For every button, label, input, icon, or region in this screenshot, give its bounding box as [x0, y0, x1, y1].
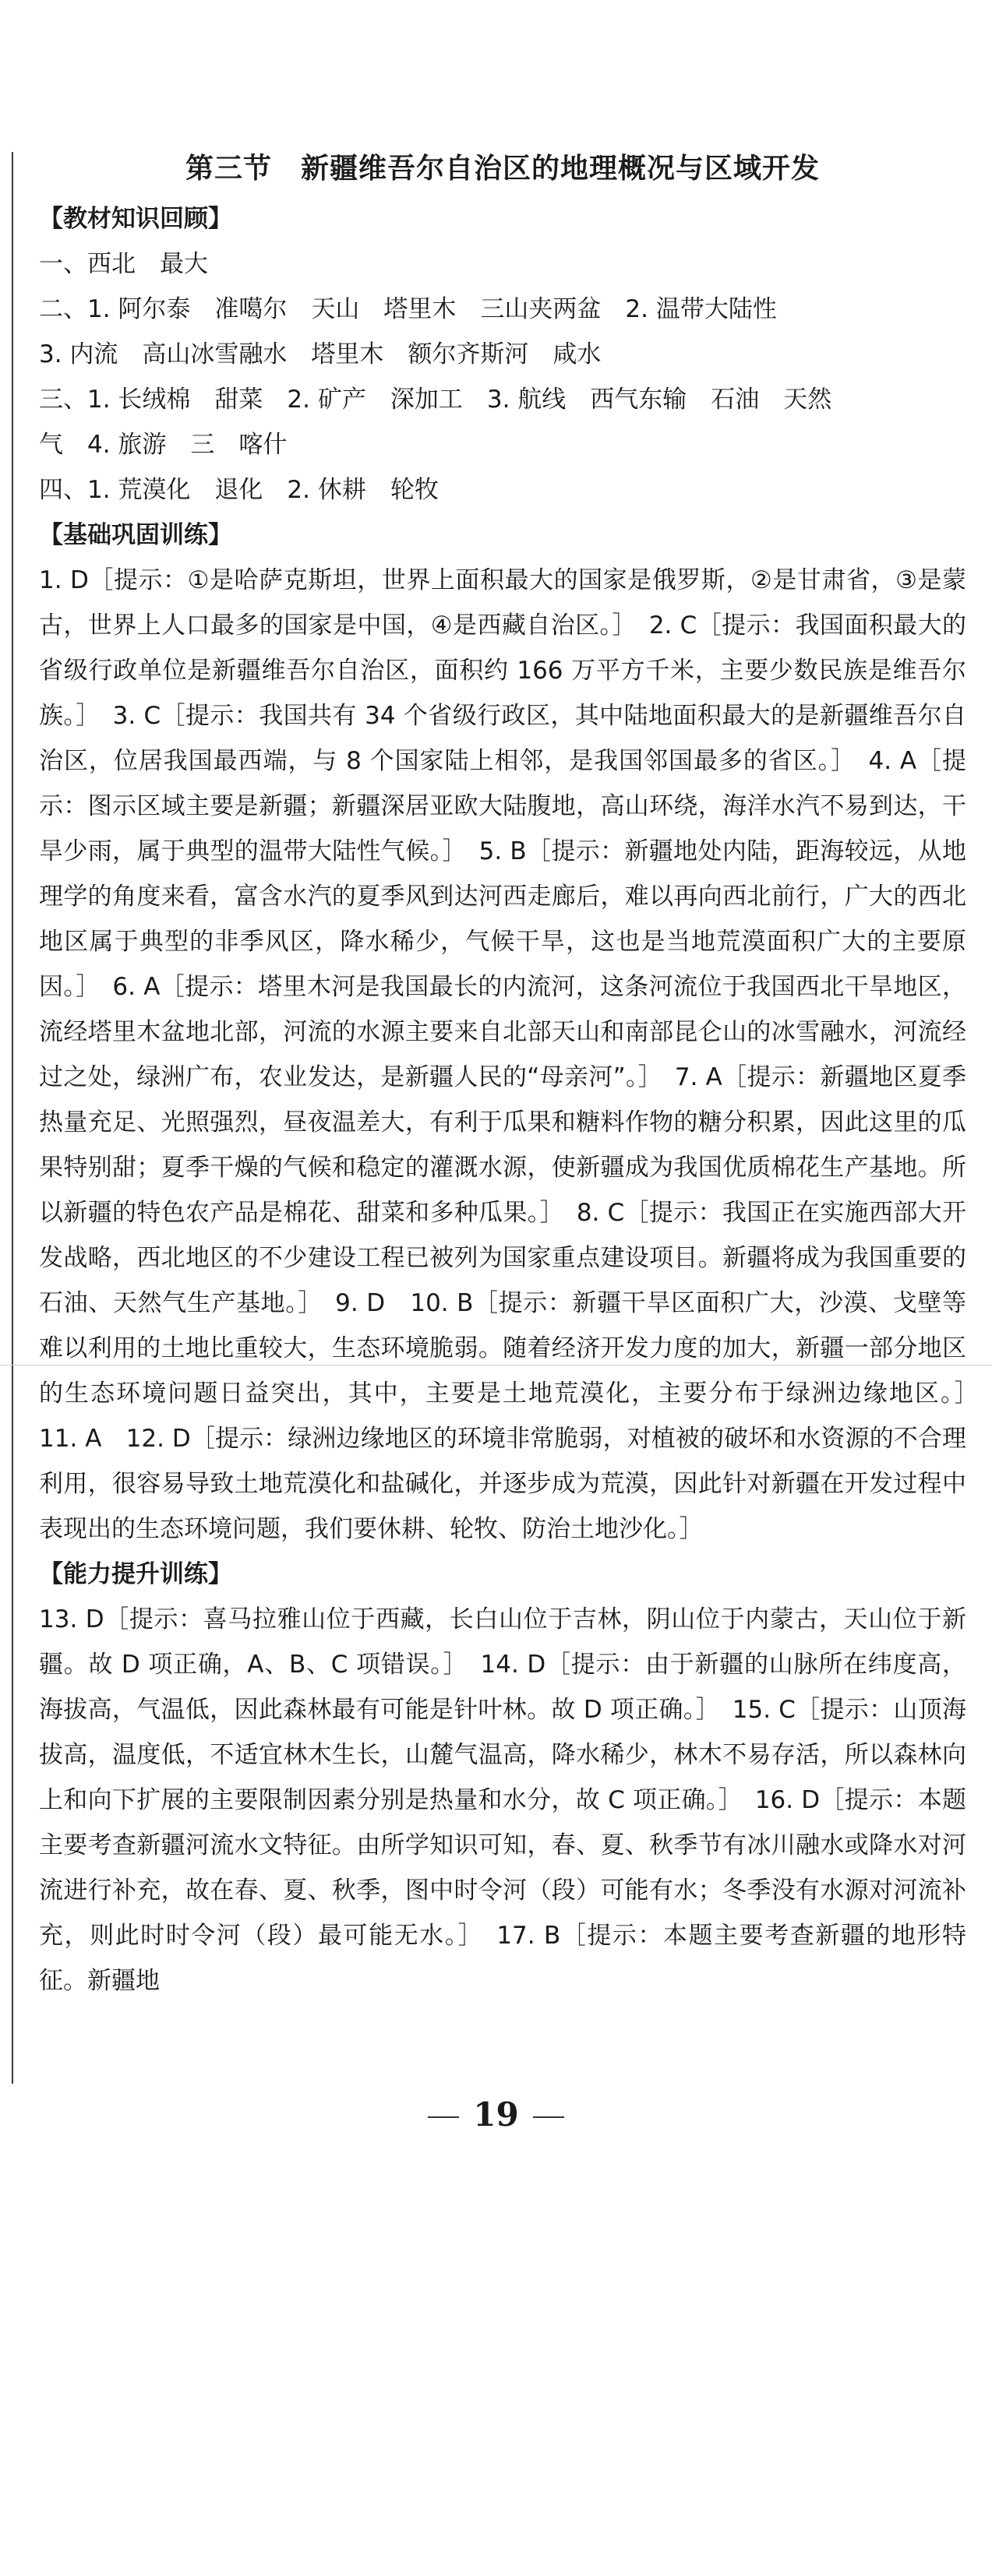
left-margin-rule [12, 152, 13, 2084]
answer-content [39, 142, 990, 2003]
basic-heading: 【基础巩固训练】 [39, 521, 232, 549]
advanced-heading: 【能力提升训练】 [39, 1560, 232, 1588]
review-heading: 【教材知识回顾】 [39, 205, 232, 233]
review-line: 一、西北 最大 [39, 250, 208, 278]
review-line: 二、1. 阿尔泰 准噶尔 天山 塔里木 三山夹两盆 2. 温带大陆性 [39, 295, 777, 323]
section-title: 第三节 新疆维吾尔自治区的地理概况与区域开发 [185, 153, 820, 185]
review-line: 气 4. 旅游 三 喀什 [39, 431, 288, 459]
page-number [0, 2095, 992, 2134]
right-dash [533, 2116, 564, 2118]
basic-answers: 1. D［提示：①是哈萨克斯坦，世界上面积最大的国家是俄罗斯，②是甘肃省，③是蒙古，世界上人口最多的国家是中国，④是西藏自治区。］ 2. C［提示：我国面积最大的省级行政单位是新疆维吾尔自治区，面积约 166 万平方千米，主要少数民族是维吾尔族。］ 3. C［提示：我国共有 34 个省级行政区，其中陆地面积最大的是新疆维吾尔自治区，位居我国最西端，与 8 个国家陆上相邻，是我国邻国最多的省区。］ 4. A［提示：图示区域主要是新疆；新疆深居亚欧大陆腹地，高山环绕，海洋水汽不易到达，干旱少雨，属于典型的温带大陆性气候。］ 5. B［提示：新疆地处内陆，距海较远，从地理学的角度来看，富含水汽的夏季风到达河西走廊后，难以再向西北前行，广大的西北地区属于典型的非季风区，降水稀少，气候干旱，这也是当地荒漠面积广大的主要原因。］ 6. A［提示：塔里木河是我国最长的内流河，这条河流位于我国西北干旱地区，流经塔里木盆地北部，河流的水源主要来自北部天山和南部昆仑山的冰雪融水，河流经过之处，绿洲广布，农业发达，是新疆人民的“母亲河”。］ 7. A［提示：新疆地区夏季热量充足、光照强烈，昼夜温差大，有利于瓜果和糖料作物的糖分积累，因此这里的瓜果特别甜；夏季干燥的气候和稳定的灌溉水源，使新疆成为我国优质棉花生产基地。所以新疆的特色农产品是棉花、甜菜和多种瓜果。］ 8. C［提示：我国正在实施西部大开发战略，西北地区的不少建设工程已被列为国家重点建设项目。新疆将成为我国重要的石油、天然气生产基地。］ 9. D 10. B［提示：新疆干旱区面积广大，沙漠、戈壁等难以利用的土地比重较大，生态环境脆弱。随着经济开发力度的加大，新疆一部分地区的生态环境问题日益突出，其中，主要是土地荒漠化，主要分布于绿洲边缘地区。］ 11. A 12. D［提示：绿洲边缘地区的环境非常脆弱，对植被的破坏和水资源的不合理利用，很容易导致土地荒漠化和盐碱化，并逐步成为荒漠，因此针对新疆在开发过程中表现出的生态环境问题，我们要休耕、轮牧、防治土地沙化。］ [39, 566, 990, 1543]
page-number-text: 19 [473, 2095, 519, 2134]
review-line: 四、1. 荒漠化 退化 2. 休耕 轮牧 [39, 476, 439, 504]
review-line: 3. 内流 高山冰雪融水 塔里木 额尔齐斯河 咸水 [39, 340, 602, 368]
left-dash [428, 2116, 459, 2118]
advanced-answers: 13. D［提示：喜马拉雅山位于西藏，长白山位于吉林，阴山位于内蒙古，天山位于新疆。故 D 项正确，A、B、C 项错误。］ 14. D［提示：由于新疆的山脉所在纬度高，海拔高，气温低，因此森林最有可能是针叶林。故 D 项正确。］ 15. C［提示：山顶海拔高，温度低，不适宜林木生长，山麓气温高，降水稀少，林木不易存活，所以森林向上和向下扩展的主要限制因素分别是热量和水分，故 C 项正确。］ 16. D［提示：本题主要考查新疆河流水文特征。由所学知识可知，春、夏、秋季节有冰川融水或降水对河流进行补充，故在春、夏、秋季，图中时令河（段）可能有水；冬季没有水源对河流补充，则此时时令河（段）最可能无水。］ 17. B［提示：本题主要考查新疆的地形特征。新疆地 [39, 1605, 966, 1995]
review-line: 三、1. 长绒棉 甜菜 2. 矿产 深加工 3. 航线 西气东输 石油 天然 [39, 386, 832, 414]
